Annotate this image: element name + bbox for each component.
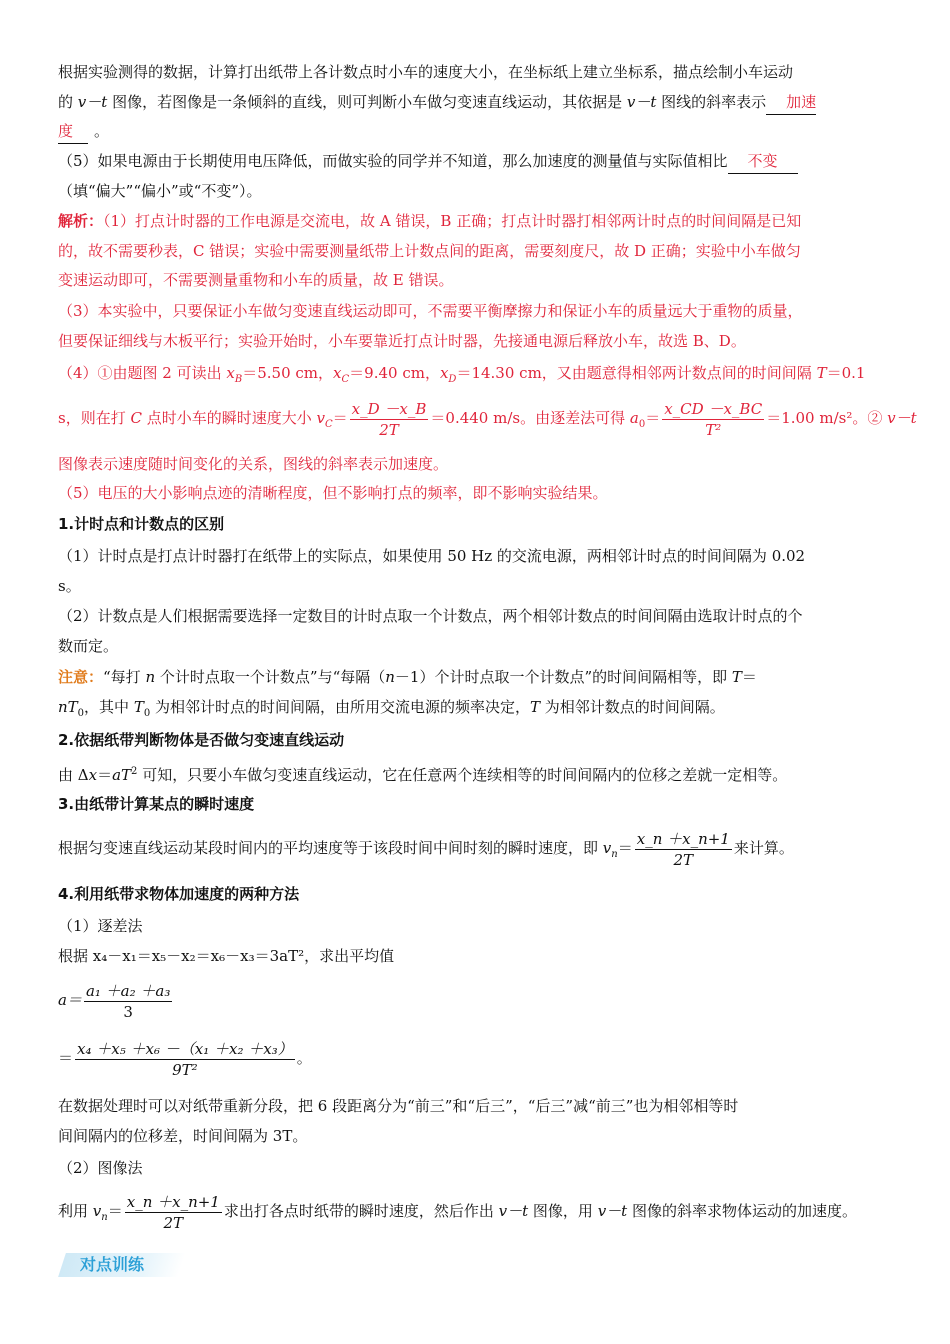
text: ＝ [645,409,661,427]
text: 2.依据纸带判断物体是否做匀变速直线运动 [58,731,345,749]
equation-line [58,976,888,1024]
text: 来计算。 [733,839,794,857]
text: s。 [58,577,81,595]
text: v [316,409,325,427]
text: 。 [94,122,110,140]
text: 在数据处理时可以对纸带重新分段，把 6 段距离分为“前三”和“后三”，“后三”减“前三”也为相邻相等时 [58,1097,739,1115]
text: （5）电压的大小影响点迹的清晰程度，但不影响打点的频率，即不影响实验结果。 [58,484,608,502]
text: x [333,364,342,382]
text: 0 [638,419,646,430]
text: （1）计时点是打点计时器打在纸带上的实际点，如果使用 50 Hz 的交流电源，两相邻计时点的时间间隔为 0.02 [58,547,806,565]
section-heading [58,728,888,752]
text: 2T [673,850,694,869]
text: aT [112,766,132,784]
text: 4.利用纸带求物体加速度的两种方法 [58,885,300,903]
solution-line [58,268,888,292]
text: ＝9.40 cm， [349,364,440,382]
text: ，其中 [84,698,134,716]
paragraph-line [58,944,888,968]
text: x₄ ＋x₅ ＋x₆ －（x₁ ＋x₂ ＋x₃） [77,1039,293,1058]
fraction [662,399,764,440]
training-badge: 对点训练 [80,1255,145,1274]
text: x [439,364,449,382]
text: a [629,409,639,427]
text: 1.计时点和计数点的区别 [58,515,225,533]
text: 的 [58,93,78,111]
text: 2 [131,766,138,777]
solution-line [58,452,888,476]
solution-line [58,329,888,353]
text: （1）打点计时器的工作电源是交流电，故 A 错误，B 正确；打点计时器打相邻两计时点的时间间隔是已知 [103,212,802,230]
paragraph-line [58,90,888,115]
text: 为相邻计数点的时间间隔。 [540,698,725,716]
text: ＝ [107,1202,123,1220]
solution-line [58,239,888,263]
text: 。 [296,1049,312,1067]
text: （5）如果电源由于长期使用电压降低，而做实验的同学并不知道，那么加速度的测量值与实际值相比 [58,152,728,170]
text: v－t [597,1202,628,1220]
text: 的，故不需要秒表，C 错误；实验中需要测量纸带上计数点间的距离，需要刻度尺，故 D 正确；实验中小车做匀 [58,242,801,260]
text: x [88,766,98,784]
answer-blank: 度 [58,122,74,140]
paragraph-line [58,604,888,628]
text: B [234,374,243,385]
solution-label: 解析： [58,212,104,230]
text: （填“偏大”“偏小”或“不变”）。 [58,182,262,200]
text: 2T [163,1213,184,1232]
text: 0 [77,708,85,719]
text: 数而定。 [58,637,119,655]
note-label: 注意： [58,668,104,686]
text: nT [58,698,78,716]
text: 但要保证细线与木板平行；实验开始时，小车要靠近打点计时器，先接通电源后释放小车，故选 B、D。 [58,332,746,350]
text: （2）计数点是人们根据需要选择一定数目的计时点取一个计数点，两个相邻计数点的时间间隔由选取计时点的个 [58,607,803,625]
text: 图线的斜率表示 [656,93,767,111]
paragraph-line [58,574,888,598]
text: x_D －x_B [351,399,427,418]
paragraph-line [58,826,888,877]
text: ＝0.440 m/s。由逐差法可得 [430,409,630,427]
text: 9T² [172,1060,198,1079]
text: a₁ ＋a₂ ＋a₃ [85,981,171,1000]
text: T² [705,420,722,439]
section-heading [58,792,888,816]
text: －1）个计时点取一个计数点”的时间间隔相等，即 [394,668,732,686]
solution-line [58,396,917,447]
paragraph-line [58,544,888,568]
text: 图像的斜率求物体运动的加速度。 [627,1202,857,1220]
text: 图像，用 [528,1202,598,1220]
paragraph-line [58,1124,888,1148]
text: T [133,698,144,716]
text: x_n ＋x_n+1 [126,1192,220,1211]
paragraph-line [58,760,888,787]
text: x_CD －x_BC [664,399,763,418]
text: 图像，若图像是一条倾斜的直线，则可判断小车做匀变速直线运动，其依据是 [107,93,627,111]
text: C [130,409,142,427]
fraction [125,1192,222,1233]
text: n [101,1212,108,1223]
text: 根据 x₄－x₁＝x₅－x₂＝x₆－x₃＝3aT²，求出平均值 [58,947,395,965]
answer-blank: 加速 [786,93,817,111]
solution-line [58,481,888,505]
text: 图像表示速度随时间变化的关系，图线的斜率表示加速度。 [58,455,449,473]
text: 利用 [58,1202,93,1220]
text: 2T [379,420,399,439]
text: ＝ [617,839,633,857]
text: 0 [143,708,151,719]
text: 个计时点取一个计数点”与“每隔（ [155,668,386,686]
text: s，则在打 [58,409,131,427]
text: （2）图像法 [58,1159,143,1177]
text: ＝ [741,668,757,686]
section-heading [58,512,888,536]
solution-line [58,209,888,233]
section-heading [58,882,888,906]
text: ＝14.30 cm，又由题意得相邻两计数点间的时间间隔 [456,364,817,382]
text: （1）逐差法 [58,917,143,935]
text: n [385,668,395,686]
text: ＝ [58,1049,74,1067]
text: 为相邻计时点的时间间隔，由所用交流电源的频率决定， [150,698,530,716]
text: 根据实验测得的数据，计算打出纸带上各计数点时小车的速度大小，在坐标纸上建立坐标系，描点绘制小车运动 [58,63,794,81]
solution-line [58,299,888,323]
paragraph-line [58,179,888,203]
paragraph-line [58,60,888,84]
fraction [75,1039,295,1080]
text: 点时小车的瞬时速度大小 [141,409,317,427]
text: （3）本实验中，只要保证小车做匀变速直线运动即可，不需要平衡摩擦力和保证小车的质量远大于重物的质量， [58,302,803,320]
note-line [58,695,888,726]
text: x_n ＋x_n+1 [636,829,730,848]
text: n [145,668,156,686]
text: ＝0.1 [826,364,866,382]
text: D [448,374,457,385]
text: T [731,668,742,686]
math-var: v－t [77,93,108,111]
answer-blank: 不变 [747,152,778,170]
text: ＝1.00 m/s²。② [766,409,888,427]
text: T [816,364,827,382]
text: v－t [498,1202,529,1220]
paragraph-line [58,914,888,938]
paragraph-line [58,1188,888,1241]
text: v [92,1202,102,1220]
fraction [635,829,732,870]
text: C [341,374,350,385]
text: a＝ [58,991,82,1009]
text: ＝5.50 cm， [242,364,334,382]
paragraph-line [58,1156,888,1180]
text: T [530,698,541,716]
text: “每打 [103,668,146,686]
text: ＝ [332,409,348,427]
text: C [324,419,333,430]
equation-line [58,1034,888,1082]
question-5 [58,149,888,174]
paragraph-line [58,1094,888,1118]
solution-line [58,361,888,392]
math-var: v－t [626,93,657,111]
text: v－t [887,409,917,427]
fraction [84,981,172,1022]
text: ＝ [97,766,113,784]
text: 间间隔内的位移差，时间间隔为 3T。 [58,1127,308,1145]
text: 3.由纸带计算某点的瞬时速度 [58,795,255,813]
text: 3 [123,1002,133,1021]
text: 由 Δ [58,766,89,784]
text: n [611,849,618,860]
text: 根据匀变速直线运动某段时间内的平均速度等于该段时间中间时刻的瞬时速度，即 [58,839,603,857]
note-line [58,665,888,689]
paragraph-line [58,634,888,658]
paragraph-line [58,119,888,144]
fraction [350,399,429,440]
text: 变速运动即可，不需要测量重物和小车的质量，故 E 错误。 [58,271,454,289]
text: （4）①由题图 2 可读出 [58,364,227,382]
text: x [226,364,235,382]
text: 可知，只要小车做匀变速直线运动，它在任意两个连续相等的时间间隔内的位移之差就一定相等。 [137,766,788,784]
text: v [602,839,612,857]
text: 求出打各点时纸带的瞬时速度，然后作出 [223,1202,499,1220]
